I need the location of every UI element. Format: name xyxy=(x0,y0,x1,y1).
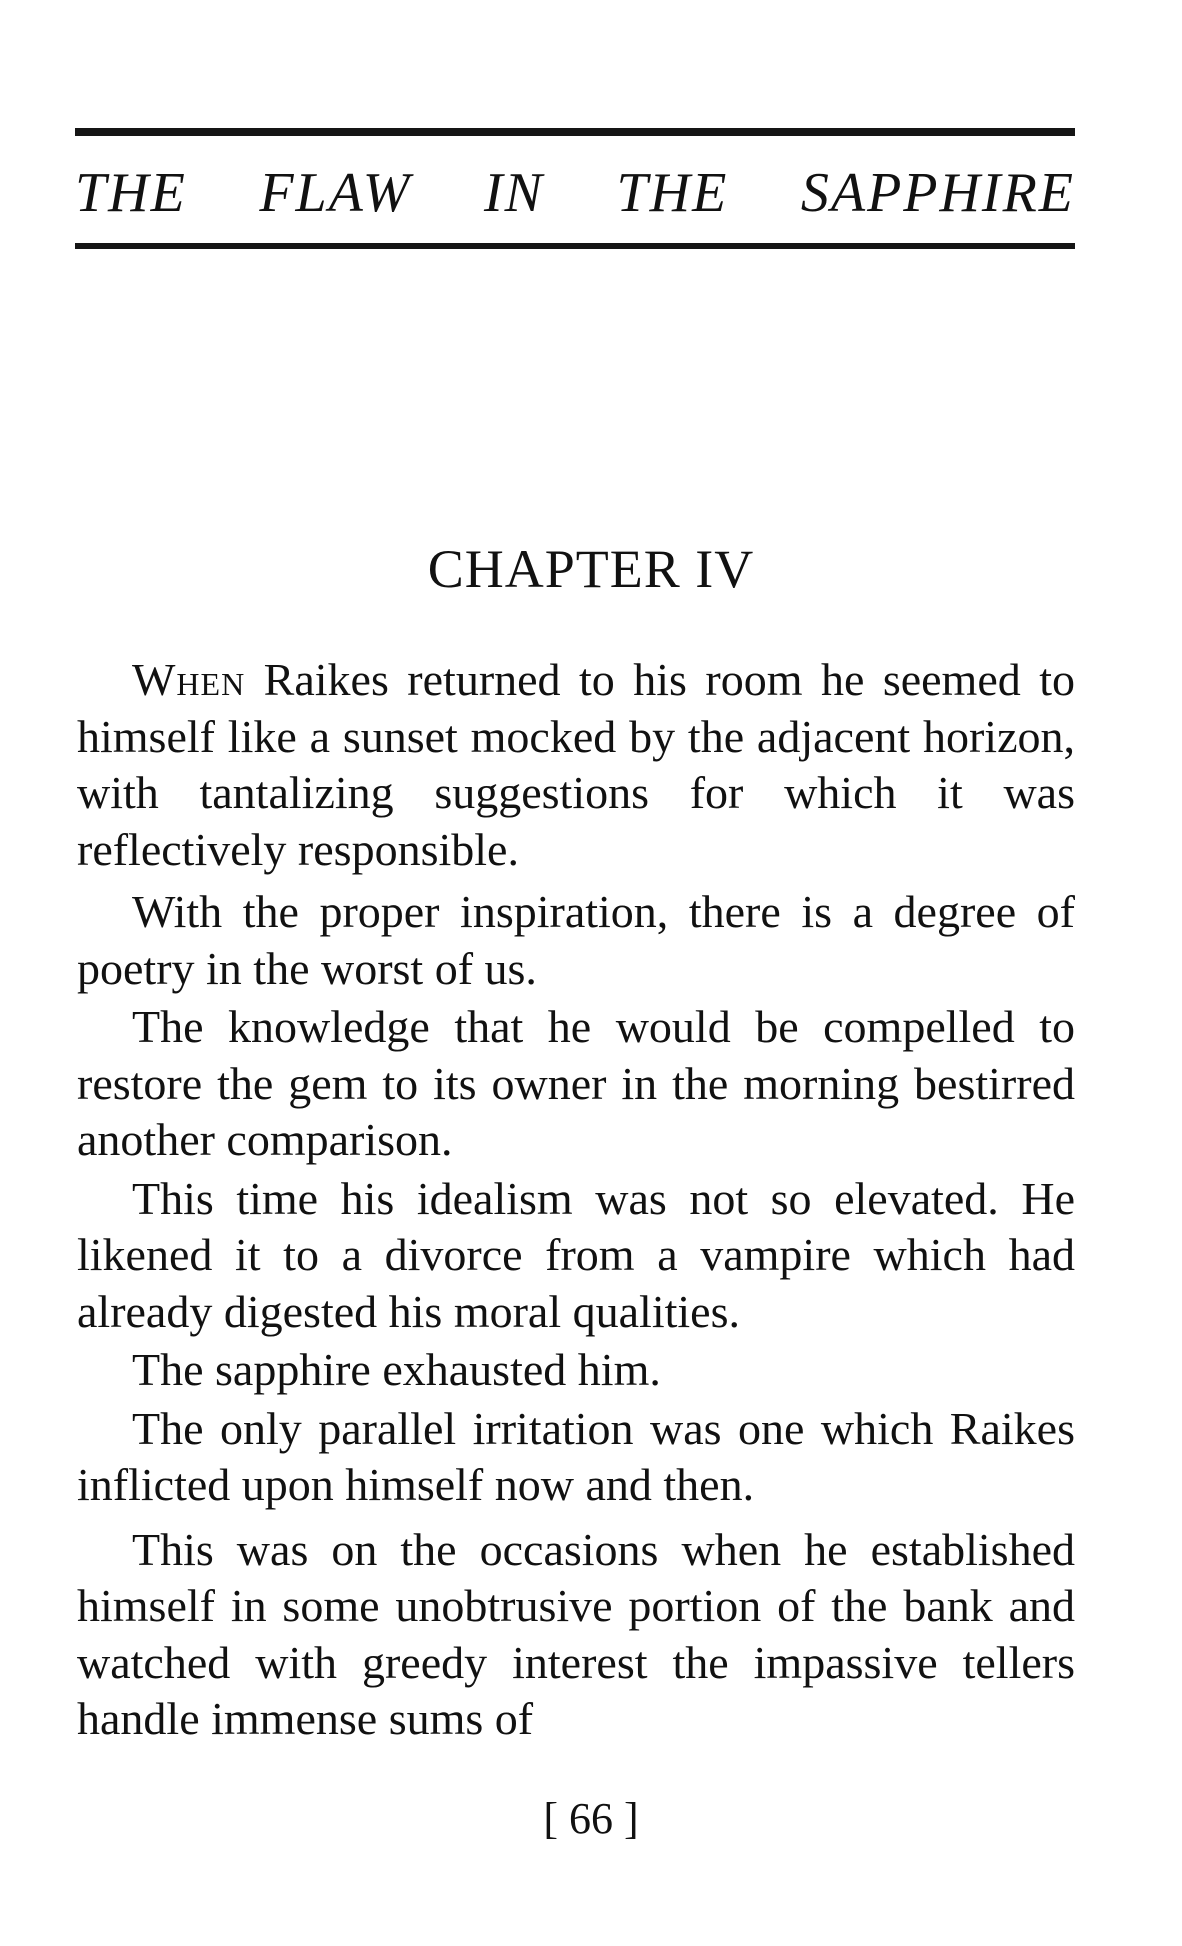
paragraph-lead-word: When xyxy=(132,654,246,705)
paragraph-text: The sapphire exhausted him. xyxy=(132,1344,661,1395)
running-head-word: SAPPHIRE xyxy=(800,162,1075,224)
paragraph-text: With the proper inspiration, there is a degree of poetry in the worst of us. xyxy=(77,886,1075,994)
running-head xyxy=(75,158,1075,228)
running-head-word: FLAW xyxy=(259,162,412,224)
paragraph xyxy=(77,999,1075,1169)
paragraph xyxy=(77,1401,1075,1514)
running-head-word: THE xyxy=(616,162,729,224)
paragraph-text: Raikes returned to his room he seemed to himself like a sunset mocked by the adjacent horizon, with tantalizing suggestions for which it was reflectively responsible. xyxy=(77,654,1075,875)
paragraph xyxy=(77,1171,1075,1341)
running-head-word: THE xyxy=(75,162,187,224)
paragraph-text: This time his idealism was not so elevated. He likened it to a divorce from a vampire which had already digested his moral qualities. xyxy=(77,1172,1075,1337)
chapter-title: CHAPTER IV xyxy=(427,539,755,599)
chapter-body xyxy=(77,652,1075,1750)
header-bottom-rule xyxy=(75,243,1075,249)
paragraph xyxy=(77,1342,1075,1399)
page-number: [ 66 ] xyxy=(543,1794,639,1843)
paragraph xyxy=(77,884,1075,997)
paragraph xyxy=(77,1522,1075,1748)
paragraph-text: The only parallel irritation was one which Raikes inflicted upon himself now and then. xyxy=(77,1402,1075,1510)
paragraph-text: This was on the occasions when he established himself in some unobtrusive portion of the bank and watched with greedy interest the impassive tellers handle immense sums of xyxy=(77,1523,1075,1744)
running-head-word: IN xyxy=(484,162,544,224)
header-top-rule xyxy=(75,128,1075,136)
paragraph xyxy=(77,652,1075,878)
paragraph-text: The knowledge that he would be compelled to restore the gem to its owner in the morning bestirred another comparison. xyxy=(77,1001,1075,1165)
